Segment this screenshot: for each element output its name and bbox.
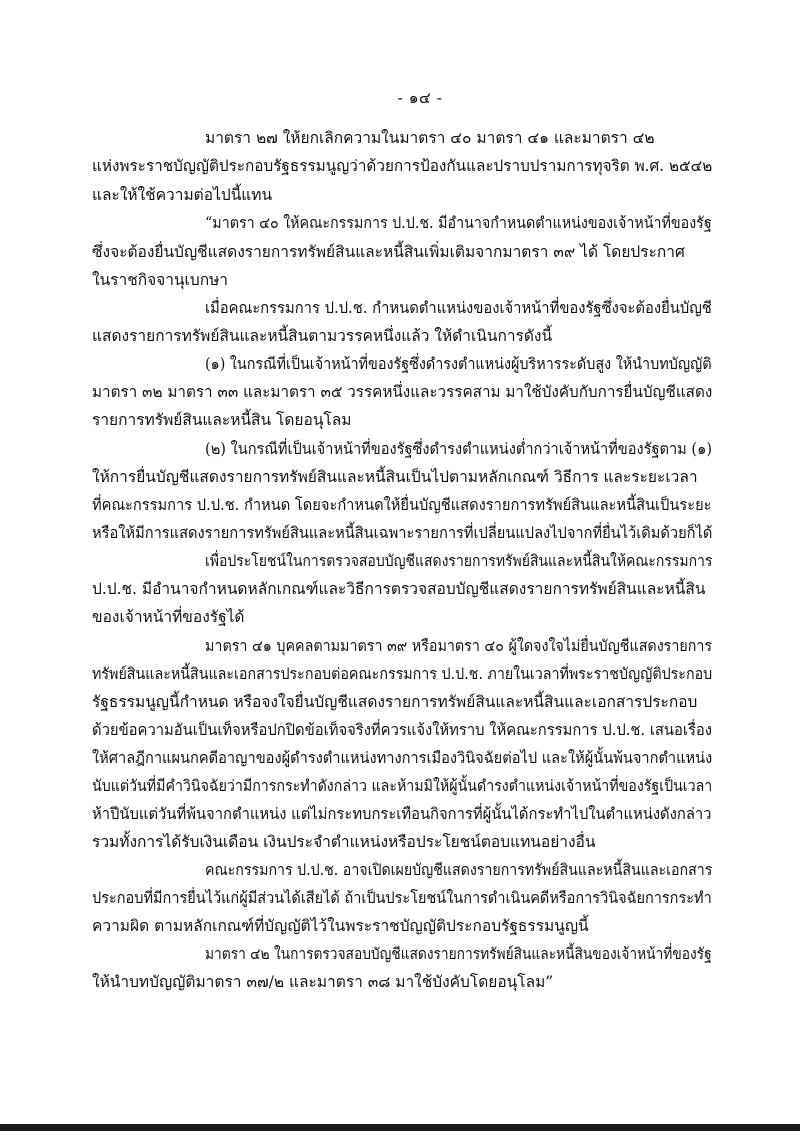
text-line: เพื่อประโยชน์ในการตรวจสอบบัญชีแสดงรายการทรัพย์สินและหนี้สินให้คณะกรรมการ [205, 552, 713, 570]
text-line: นับแต่วันที่มีคำวินิจฉัยว่ามีการกระทำดังกล่าว และห้ามมิให้ผู้นั้นดำรงตำแหน่งเจ้าหน้าที่ของรัฐเป็นเวลา [92, 777, 713, 795]
text-line: ที่คณะกรรมการ ป.ป.ช. กำหนด โดยจะกำหนดให้ยื่นบัญชีแสดงรายการทรัพย์สินและหนี้สินเป็นระยะ [92, 496, 712, 514]
text-line: (๑) ในกรณีที่เป็นเจ้าหน้าที่ของรัฐซึ่งดำรงตำแหน่งผู้บริหารระดับสูง ให้นำบทบัญญัติ [205, 355, 712, 373]
text-line: รวมทั้งการได้รับเงินเดือน เงินประจำตำแหน่งหรือประโยชน์ตอบแทนอย่างอื่น [92, 833, 596, 851]
text-line: ของเจ้าหน้าที่ของรัฐได้ [92, 608, 245, 626]
text-line: แห่งพระราชบัญญัติประกอบรัฐธรรมนูญว่าด้วยการป้องกันและปราบปรามการทุจริต พ.ศ. ๒๕๔๒ [92, 157, 713, 175]
text-line: ทรัพย์สินและหนี้สินและเอกสารประกอบต่อคณะกรรมการ ป.ป.ช. ภายในเวลาที่พระราชบัญญัติประกอบ [92, 665, 713, 683]
text-line: และให้ใช้ความต่อไปนี้แทน [92, 186, 273, 204]
text-line: ประกอบที่มีการยื่นไว้แก่ผู้มีส่วนได้เสียได้ ถ้าเป็นประโยชน์ในการดำเนินคดีหรือการวินิจฉัยการกระทำ [92, 889, 712, 907]
text-line: เมื่อคณะกรรมการ ป.ป.ช. กำหนดตำแหน่งของเจ้าหน้าที่ของรัฐซึ่งจะต้องยื่นบัญชี [205, 299, 712, 317]
text-line: ซึ่งจะต้องยื่นบัญชีแสดงรายการทรัพย์สินและหนี้สินเพิ่มเติมจากมาตรา ๓๙ ได้ โดยประกาศ [92, 243, 685, 261]
text-line: ความผิด ตามหลักเกณฑ์ที่บัญญัติไว้ในพระราชบัญญัติประกอบรัฐธรรมนูญนี้ [92, 917, 589, 935]
page-number: - ๑๔ - [397, 89, 443, 107]
text-line: รายการทรัพย์สินและหนี้สิน โดยอนุโลม [92, 411, 352, 429]
text-line: (๒) ในกรณีที่เป็นเจ้าหน้าที่ของรัฐซึ่งดำรงตำแหน่งต่ำกว่าเจ้าหน้าที่ของรัฐตาม (๑) [205, 440, 713, 458]
text-line: ด้วยข้อความอันเป็นเท็จหรือปกปิดข้อเท็จจริงที่ควรแจ้งให้ทราบ ให้คณะกรรมการ ป.ป.ช. เสนอเรื่อง [92, 721, 712, 739]
text-line: ป.ป.ช. มีอำนาจกำหนดหลักเกณฑ์และวิธีการตรวจสอบบัญชีแสดงรายการทรัพย์สินและหนี้สิน [92, 580, 706, 598]
scan-bottom-edge [0, 1124, 800, 1131]
text-line: ในราชกิจจานุเบกษา [92, 271, 229, 289]
text-line: รัฐธรรมนูญนี้กำหนด หรือจงใจยื่นบัญชีแสดงรายการทรัพย์สินและหนี้สินและเอกสารประกอบ [92, 693, 698, 711]
text-line: มาตรา ๒๗ ให้ยกเลิกความในมาตรา ๔๐ มาตรา ๔๑ และมาตรา ๔๒ [205, 129, 655, 147]
text-line: ให้นำบทบัญญัติมาตรา ๓๗/๒ และมาตรา ๓๘ มาใช้บังคับโดยอนุโลม” [92, 973, 554, 991]
text-line: ให้การยื่นบัญชีแสดงรายการทรัพย์สินและหนี้สินเป็นไปตามหลักเกณฑ์ วิธีการ และระยะเวลา [92, 468, 698, 486]
text-line: หรือให้มีการแสดงรายการทรัพย์สินและหนี้สินเฉพาะรายการที่เปลี่ยนแปลงไปจากที่ยื่นไว้เดิมด้วยก็ได้ [92, 524, 713, 542]
text-line: มาตรา ๔๒ ในการตรวจสอบบัญชีแสดงรายการทรัพย์สินและหนี้สินของเจ้าหน้าที่ของรัฐ [205, 945, 712, 963]
text-line: “มาตรา ๔๐ ให้คณะกรรมการ ป.ป.ช. มีอำนาจกำหนดตำแหน่งของเจ้าหน้าที่ของรัฐ [205, 214, 712, 232]
text-line: แสดงรายการทรัพย์สินและหนี้สินตามวรรคหนึ่งแล้ว ให้ดำเนินการดังนี้ [92, 327, 553, 345]
text-line: มาตรา ๓๒ มาตรา ๓๓ และมาตรา ๓๕ วรรคหนึ่งและวรรคสาม มาใช้บังคับกับการยื่นบัญชีแสดง [92, 383, 713, 401]
text-line: ให้ศาลฎีกาแผนกคดีอาญาของผู้ดำรงตำแหน่งทางการเมืองวินิจฉัยต่อไป และให้ผู้นั้นพ้นจากตำแหน่ง [92, 749, 713, 767]
text-line: คณะกรรมการ ป.ป.ช. อาจเปิดเผยบัญชีแสดงรายการทรัพย์สินและหนี้สินและเอกสาร [205, 861, 713, 879]
text-line: มาตรา ๔๑ บุคคลตามมาตรา ๓๙ หรือมาตรา ๔๐ ผู้ใดจงใจไม่ยื่นบัญชีแสดงรายการ [205, 637, 713, 655]
text-line: ห้าปีนับแต่วันที่พ้นจากตำแหน่ง แต่ไม่กระทบกระเทือนกิจการที่ผู้นั้นได้กระทำไปในตำแหน่งดังกล่าว [92, 805, 712, 823]
